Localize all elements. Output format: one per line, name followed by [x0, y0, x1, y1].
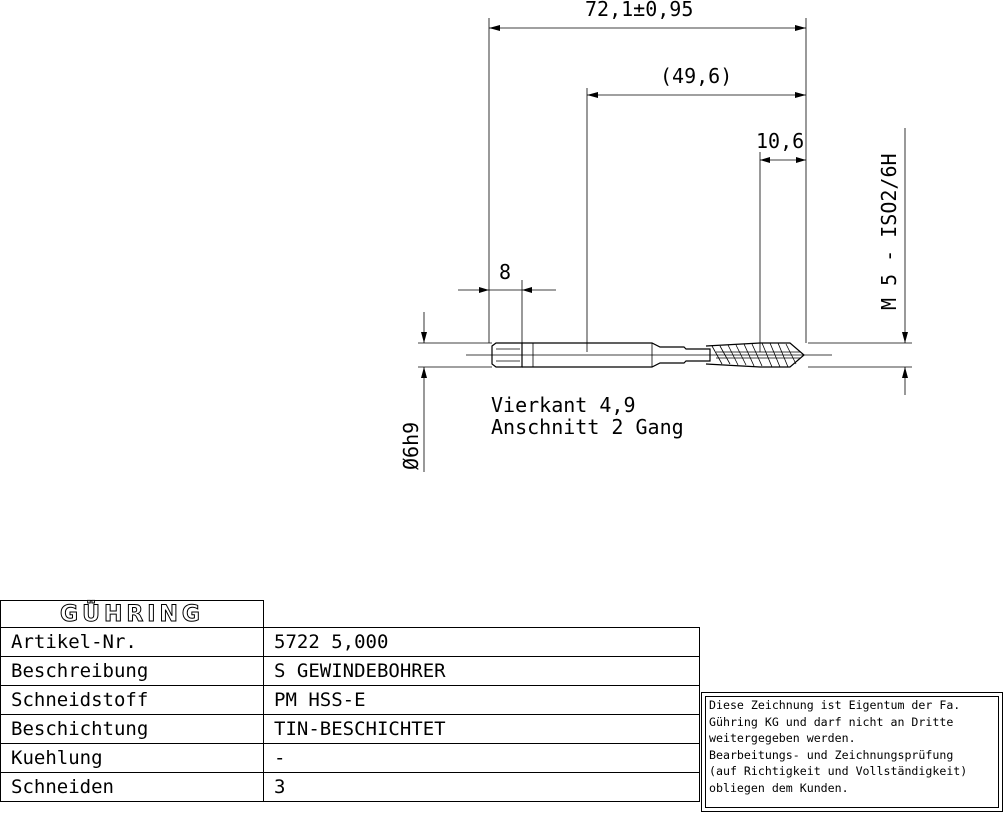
shank-to-tip-label: (49,6): [660, 64, 733, 88]
thread-spec-label: M 5 - ISO2/6H: [877, 153, 901, 310]
table-row: [1, 657, 700, 686]
dim-shank-to-tip: [587, 64, 806, 352]
row-label: Beschreibung: [1, 657, 264, 686]
row-value: 3: [264, 773, 700, 802]
table-row: [1, 715, 700, 744]
note-chamfer: Anschnitt 2 Gang: [491, 415, 684, 439]
logo-row: [1, 601, 700, 628]
row-label: Schneidstoff: [1, 686, 264, 715]
thread-length-label: 10,6: [756, 129, 805, 153]
row-label: Beschichtung: [1, 715, 264, 744]
table-row: [1, 686, 700, 715]
notice-line: weitergegeben werden.: [709, 731, 856, 745]
note-square: Vierkant 4,9: [491, 393, 636, 417]
notice-line: Bearbeitungs- und Zeichnungsprüfung: [709, 747, 954, 762]
table-row: [1, 773, 700, 802]
dim-shank-diameter: [399, 312, 492, 472]
title-block: [0, 600, 700, 802]
logo-blank-cell: [264, 601, 700, 628]
table-row: [1, 744, 700, 773]
notice-line: (auf Richtigkeit und Vollständigkeit): [709, 764, 968, 778]
notice-line: obliegen dem Kunden.: [709, 780, 849, 795]
row-label: Kuehlung: [1, 744, 264, 773]
row-label: Artikel-Nr.: [1, 628, 264, 657]
notice-line: Diese Zeichnung ist Eigentum der Fa.: [709, 698, 961, 712]
ownership-notice: [701, 692, 1003, 812]
overall-length-label: 72,1±0,95: [585, 0, 694, 21]
row-value: PM HSS-E: [264, 686, 700, 715]
tap-outline: [466, 343, 832, 367]
dim-thread-length: [756, 129, 806, 352]
row-value: -: [264, 744, 700, 773]
square-length-label: 8: [499, 260, 512, 284]
shank-diameter-label: Ø6h9: [399, 421, 423, 470]
table-row: [1, 628, 700, 657]
row-value: TIN-BESCHICHTET: [264, 715, 700, 744]
row-value: 5722 5,000: [264, 628, 700, 657]
row-value: S GEWINDEBOHRER: [264, 657, 700, 686]
row-label: Schneiden: [1, 773, 264, 802]
logo-cell: [1, 601, 264, 628]
dim-square-length: [458, 260, 556, 343]
guehring-logo: GÜHRING: [60, 601, 204, 627]
dim-overall-length: [489, 0, 806, 343]
notice-line: Gühring KG und darf nicht an Dritte: [709, 714, 954, 729]
